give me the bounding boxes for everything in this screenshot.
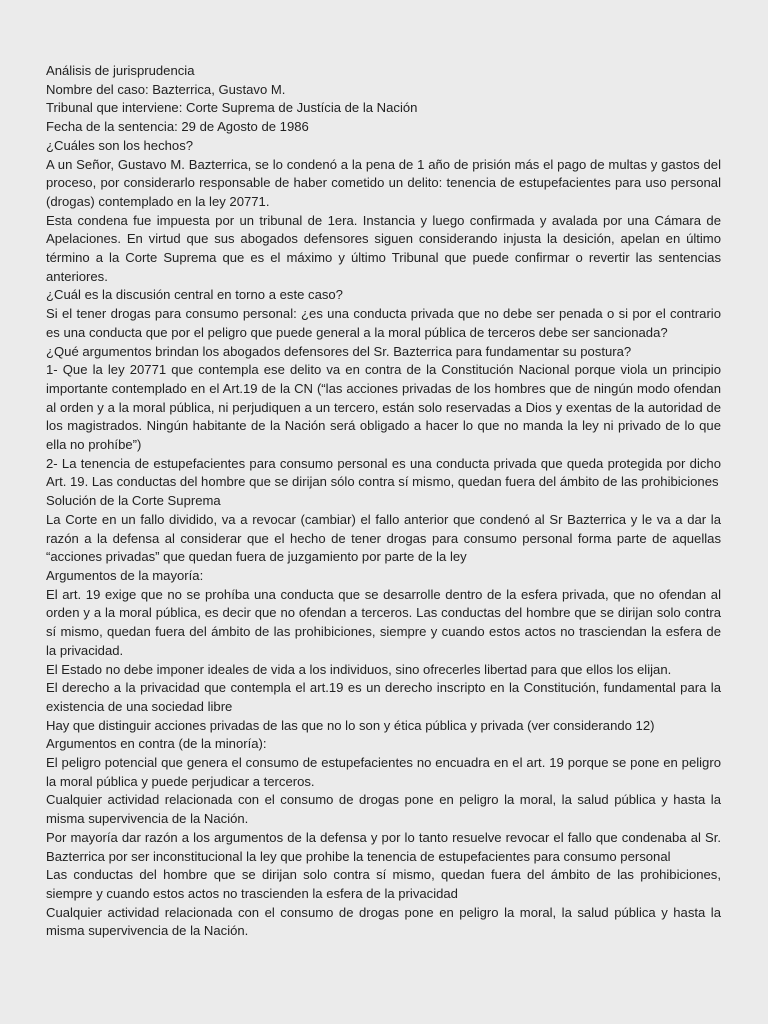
sentence-date: Fecha de la sentencia: 29 de Agosto de 1986 [46,119,309,135]
question-facts: ¿Cuáles son los hechos? [46,137,194,153]
question-discussion: ¿Cuál es la discusión central en torno a este caso? [46,287,343,303]
minority-argument-2: Cualquier actividad relacionada con el consumo de drogas pone en peligro la moral, la salud pública y hasta la misma supervivencia de la Nación. [46,792,721,827]
majority-argument-3: El derecho a la privacidad que contempla el art.19 es un derecho inscripto en la Constitución, fundamental para la existencia de una sociedad libre [46,680,721,714]
court-name: Tribunal que interviene: Corte Suprema de Justícia de la Nación [46,100,418,116]
summary-paragraph-2: Cualquier actividad relacionada con el consumo de drogas pone en peligro la moral, la salud pública y hasta la misma supervivencia de la Nación. [46,904,721,939]
defense-argument-1: 1- Que la ley 20771 que contempla ese delito va en contra de la Constitución Nacional porque viola un principio importante contemplado en el Art.19 de la CN (“las acciones privadas de los hombres que de ningún modo ofendan al orden y a la moral pública, ni perjudiquen a un tercero, están solo reservadas a Dios y exentas de la autoridad de los magistrados. Ningún habitante de la Nación será obligado a hacer lo que no manda la ley ni privado de lo que ella no prohíbe”) [46,362,721,453]
case-name: Nombre del caso: Bazterrica, Gustavo M. [46,81,286,97]
conclusion-paragraph: Por mayoría dar razón a los argumentos de la defensa y por lo tanto resuelve revocar el fallo que condenaba al Sr. Bazterrica por ser inconstitucional la ley que prohibe la tenencia de estupefacientes para consumo personal [46,829,721,864]
document-body [46,62,721,941]
heading-solution: Solución de la Corte Suprema [46,493,221,509]
document-title: Análisis de jurisprudencia [46,63,195,78]
heading-minority: Argumentos en contra (de la minoría): [46,736,267,752]
majority-argument-2: El Estado no debe imponer ideales de vida a los individuos, sino ofrecerles libertad para que ellos los elijan. [46,661,672,677]
summary-paragraph-1: Las conductas del hombre que se dirijan solo contra sí mismo, quedan fuera del ámbito de las prohibiciones, siempre y cuando estos actos no trascienden la esfera de la privacidad [46,867,721,901]
defense-argument-2: 2- La tenencia de estupefacientes para consumo personal es una conducta privada que queda protegida por dicho Art. 19. Las conductas del hombre que se dirijan sólo contra sí mismo, quedan fuera del ámbito de las prohibiciones [46,455,721,490]
minority-argument-1: El peligro potencial que genera el consumo de estupefacientes no encuadra en el art. 19 porque se pone en peligro la moral pública y puede perjudicar a terceros. [46,755,721,789]
solution-paragraph: La Corte en un fallo dividido, va a revocar (cambiar) el fallo anterior que condenó al Sr Bazterrica y le va a dar la razón a la defensa al considerar que el hecho de tener drogas para consumo personal forma parte de aquellas “acciones privadas” que quedan fuera de juzgamiento por parte de la ley [46,511,721,565]
heading-majority: Argumentos de la mayoría: [46,567,204,583]
question-arguments: ¿Qué argumentos brindan los abogados defensores del Sr. Bazterrica para fundamentar su postura? [46,343,632,359]
facts-paragraph-1: A un Señor, Gustavo M. Bazterrica, se lo condenó a la pena de 1 año de prisión más el pago de multas y gastos del proceso, por considerarlo responsable de haber cometido un delito: tenencia de estupefacientes para uso personal (drogas) contemplado en la ley 20771. [46,156,721,209]
discussion-paragraph: Si el tener drogas para consumo personal: ¿es una conducta privada que no debe ser penada o si por el contrario es una conducta que por el peligro que puede general a la moral pública de terceros debe ser sancionada? [46,306,721,340]
majority-argument-1: El art. 19 exige que no se prohíba una conducta que se desarrolle dentro de la esfera privada, que no ofendan al orden y a la moral pública, es decir que no ofendan a terceros. Las conductas del hombre que se dirijan solo contra sí mismo, quedan fuera del ámbito de las prohibiciones, siempre y cuando estos actos no trasciendan la esfera de la privacidad. [46,586,721,658]
facts-paragraph-2: Esta condena fue impuesta por un tribunal de 1era. Instancia y luego confirmada y avalada por una Cámara de Apelaciones. En virtud que sus abogados defensores siguen considerando injusta la desición, apelan en último término a la Corte Suprema que es el máximo y último Tribunal que puede confirmar o revertir las sentencias anteriores. [46,212,721,284]
majority-argument-4: Hay que distinguir acciones privadas de las que no lo son y ética pública y privada (ver considerando 12) [46,717,655,733]
